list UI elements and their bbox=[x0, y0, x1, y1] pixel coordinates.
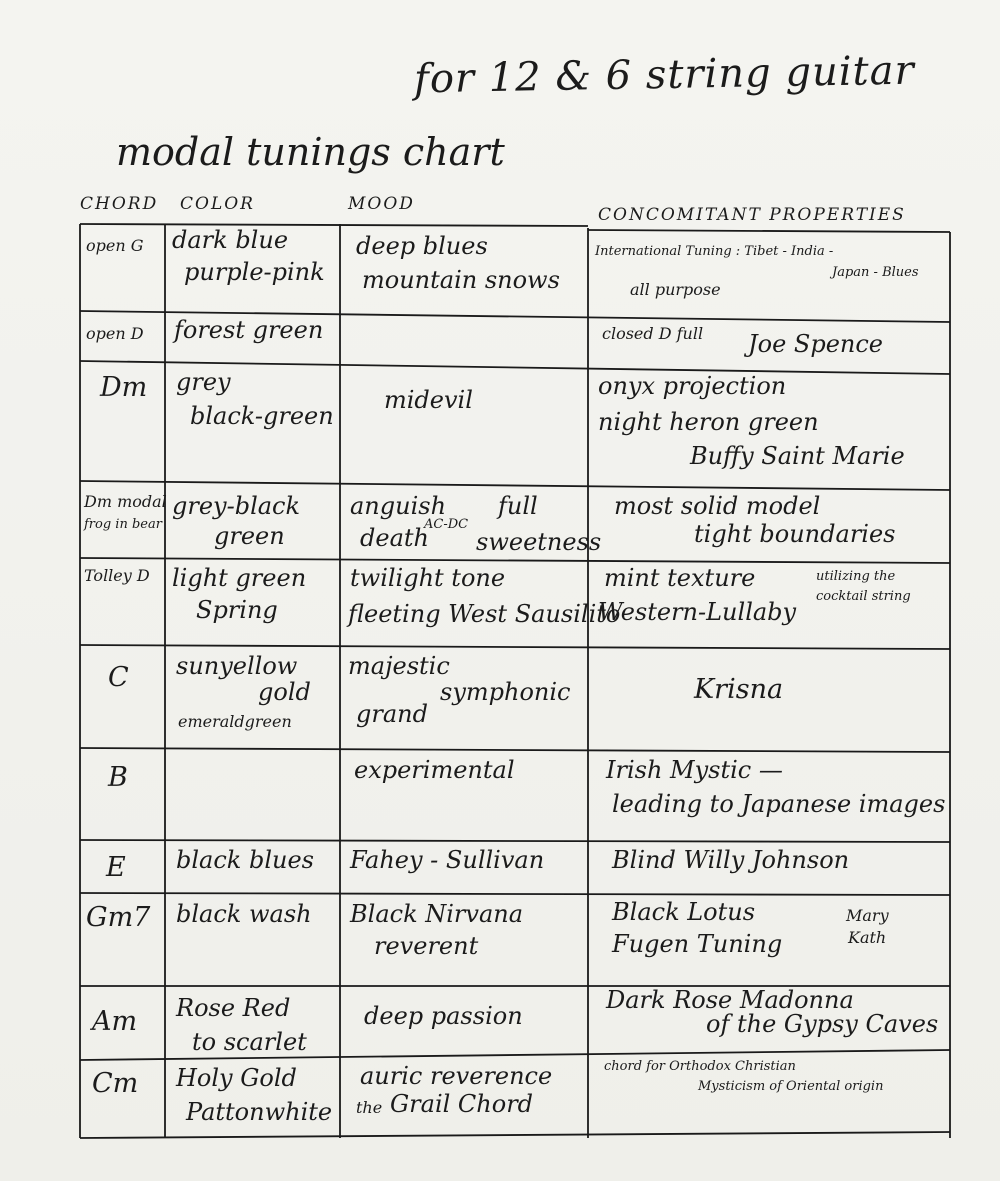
properties-cell: tight boundaries bbox=[694, 520, 896, 548]
properties-cell: Kath bbox=[848, 928, 887, 947]
color-cell: black-green bbox=[190, 402, 334, 430]
properties-cell: Irish Mystic — bbox=[606, 756, 783, 784]
properties-cell: Western-Lullaby bbox=[598, 598, 797, 626]
mood-cell: midevil bbox=[384, 386, 473, 414]
color-cell: Spring bbox=[196, 596, 278, 624]
color-cell: grey bbox=[176, 368, 231, 396]
mood-cell: death bbox=[360, 524, 429, 552]
properties-cell: utilizing the bbox=[816, 569, 896, 584]
properties-cell: Mysticism of Oriental origin bbox=[698, 1079, 884, 1094]
column-header-chord: CHORD bbox=[80, 194, 159, 214]
color-cell: black blues bbox=[176, 846, 314, 874]
mood-cell: the bbox=[356, 1098, 383, 1117]
mood-cell: experimental bbox=[354, 756, 515, 784]
properties-cell: leading to Japanese images bbox=[612, 790, 946, 818]
color-cell: Pattonwhite bbox=[186, 1098, 333, 1126]
chord-cell: Cm bbox=[92, 1068, 139, 1099]
properties-cell: International Tuning : Tibet - India - bbox=[595, 244, 834, 259]
properties-cell: most solid model bbox=[614, 492, 821, 520]
mood-cell: deep blues bbox=[356, 232, 488, 260]
color-cell: black wash bbox=[176, 900, 312, 928]
color-cell: Rose Red bbox=[176, 994, 291, 1022]
mood-cell: twilight tone bbox=[350, 564, 506, 592]
properties-cell: all purpose bbox=[630, 280, 721, 299]
color-cell: purple-pink bbox=[184, 258, 325, 286]
mood-cell: reverent bbox=[374, 932, 479, 960]
mood-cell: fleeting West Sausilito bbox=[348, 600, 621, 628]
chord-cell: B bbox=[108, 762, 128, 793]
chord-cell: E bbox=[106, 852, 126, 883]
mood-cell: mountain snows bbox=[362, 266, 560, 294]
color-cell: gold bbox=[258, 678, 311, 706]
mood-cell: AC-DC bbox=[424, 517, 469, 532]
color-cell: grey-black bbox=[172, 492, 301, 520]
mood-cell: anguish bbox=[350, 492, 447, 520]
properties-cell: night heron green bbox=[598, 408, 819, 436]
mood-cell: grand bbox=[356, 700, 428, 728]
properties-cell: Black Lotus bbox=[612, 898, 756, 926]
color-cell: to scarlet bbox=[192, 1028, 307, 1056]
color-cell: sunyellow bbox=[176, 652, 298, 680]
color-cell: emeraldgreen bbox=[178, 712, 292, 731]
properties-cell: cocktail string bbox=[816, 589, 911, 604]
properties-cell: of the Gypsy Caves bbox=[706, 1010, 939, 1038]
chart-title: modal tunings chart bbox=[116, 130, 505, 174]
mood-cell: full bbox=[498, 492, 538, 520]
mood-cell: sweetness bbox=[476, 528, 602, 556]
mood-cell: deep passion bbox=[364, 1002, 523, 1030]
color-cell: light green bbox=[172, 564, 307, 592]
column-header-properties: CONCOMITANT PROPERTIES bbox=[598, 205, 906, 225]
properties-cell: Krisna bbox=[694, 674, 784, 705]
chord-cell: frog in bear bbox=[84, 517, 162, 532]
chord-cell: Am bbox=[92, 1006, 138, 1037]
properties-cell: Fugen Tuning bbox=[612, 930, 783, 958]
chord-cell: Dm modal bbox=[84, 492, 167, 511]
properties-cell: chord for Orthodox Christian bbox=[604, 1059, 796, 1074]
properties-cell: Joe Spence bbox=[748, 330, 884, 358]
mood-cell: auric reverence bbox=[360, 1062, 553, 1090]
chord-cell: Tolley D bbox=[84, 566, 150, 585]
mood-cell: majestic bbox=[348, 652, 450, 680]
mood-cell: symphonic bbox=[440, 678, 571, 706]
mood-cell: Black Nirvana bbox=[350, 900, 524, 928]
column-header-color: COLOR bbox=[180, 194, 255, 214]
chart-subtitle: for 12 & 6 string guitar bbox=[413, 47, 915, 103]
chord-cell: C bbox=[108, 662, 129, 693]
chord-cell: open G bbox=[86, 236, 144, 255]
properties-cell: closed D full bbox=[602, 324, 704, 343]
chord-cell: Gm7 bbox=[86, 902, 151, 933]
color-cell: dark blue bbox=[172, 226, 289, 254]
properties-cell: Dark Rose Madonna bbox=[606, 986, 854, 1014]
color-cell: green bbox=[214, 522, 285, 550]
column-header-mood: MOOD bbox=[348, 194, 415, 214]
properties-cell: Japan - Blues bbox=[832, 265, 919, 280]
mood-cell: Fahey - Sullivan bbox=[350, 846, 545, 874]
properties-cell: Buffy Saint Marie bbox=[690, 442, 905, 470]
properties-cell: Blind Willy Johnson bbox=[612, 846, 850, 874]
properties-cell: mint texture bbox=[604, 564, 756, 592]
properties-cell: Mary bbox=[846, 906, 889, 925]
color-cell: Holy Gold bbox=[176, 1064, 297, 1092]
properties-cell: onyx projection bbox=[598, 372, 787, 400]
color-cell: forest green bbox=[174, 316, 324, 344]
mood-cell: Grail Chord bbox=[390, 1090, 534, 1118]
chord-cell: open D bbox=[86, 324, 144, 343]
chord-cell: Dm bbox=[100, 372, 148, 403]
